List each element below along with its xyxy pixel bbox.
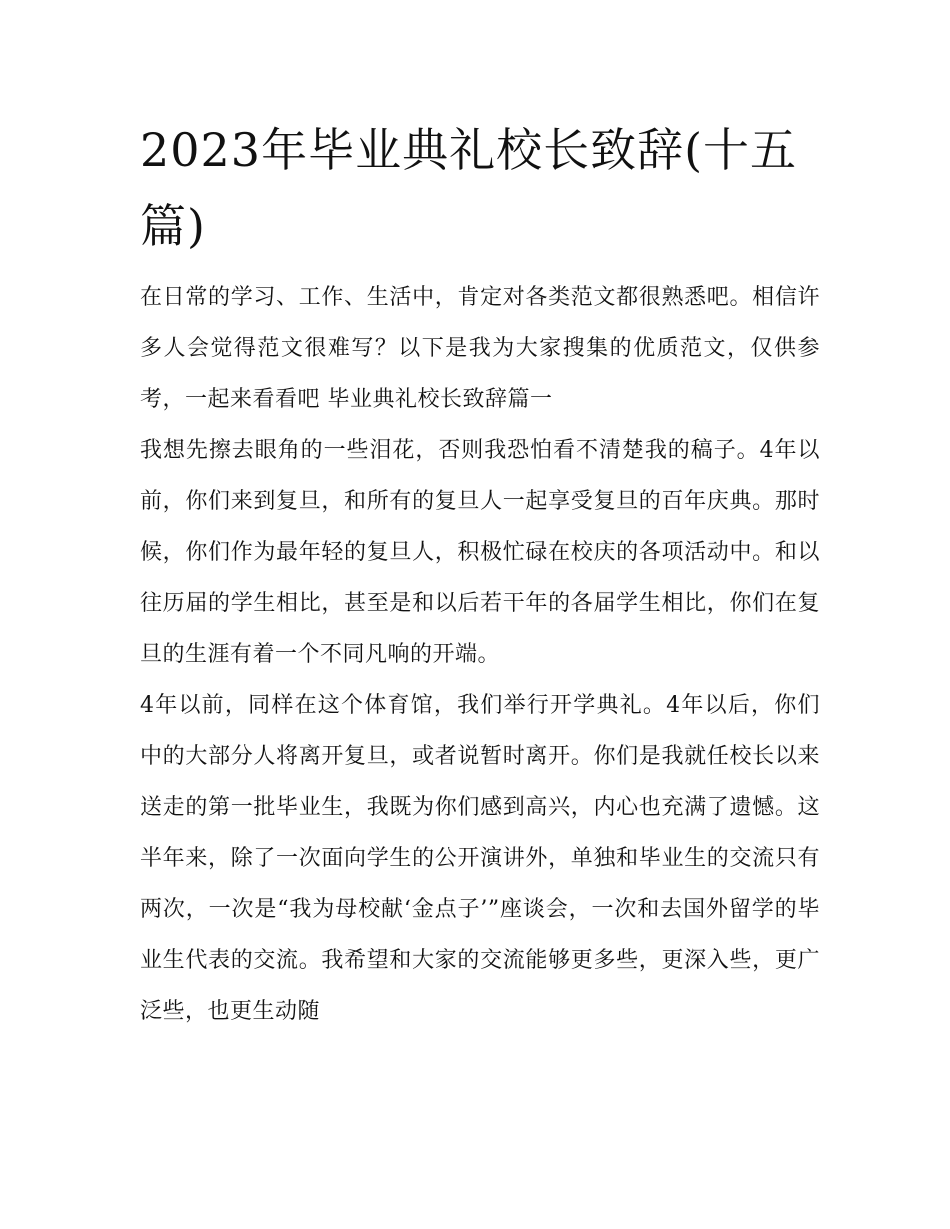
paragraph-1: 我想先擦去眼角的一些泪花，否则我恐怕看不清楚我的稿子。4年以前，你们来到复旦，和所有的复旦人一起享受复旦的百年庆典。那时候，你们作为最年轻的复旦人，积极忙碌在校庆的各项活动中。和以往历届的学生相比，甚至是和以后若干年的各届学生相比，你们在复旦的生涯有着一个不同凡响的开端。 (140, 438, 820, 667)
document-title: 2023年毕业典礼校长致辞(十五篇) (140, 123, 798, 253)
paragraph-2: 4年以前，同样在这个体育馆，我们举行开学典礼。4年以后，你们中的大部分人将离开复旦，或者说暂时离开。你们是我就任校长以来送走的第一批毕业生，我既为你们感到高兴，内心也充满了遗憾。这半年来，除了一次面向学生的公开演讲外，单独和毕业生的交流只有两次，一次是“我为母校献‘金点子’”座谈会，一次和去国外留学的毕业生代表的交流。我希望和大家的交流能够更多些，更深入些，更广泛些，也更生动随 (140, 693, 820, 1024)
document-page (140, 112, 820, 1037)
paragraph-intro: 在日常的学习、工作、生活中，肯定对各类范文都很熟悉吧。相信许多人会觉得范文很难写？以下是我为大家搜集的优质范文，仅供参考，一起来看看吧 毕业典礼校长致辞篇一 (140, 285, 820, 412)
document-body (140, 272, 820, 1037)
